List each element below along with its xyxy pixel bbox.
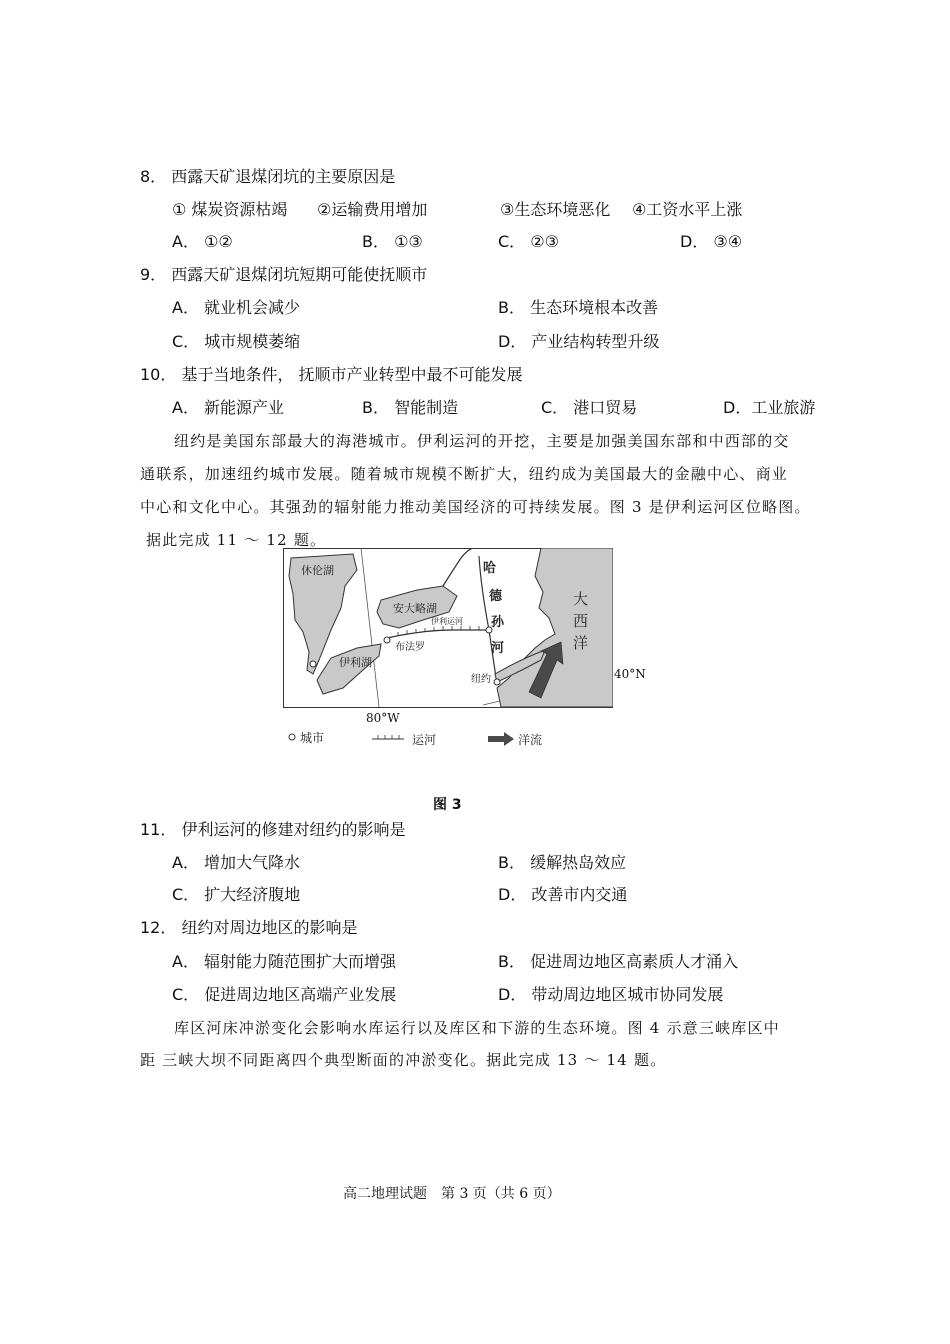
question-12-stem: 12． 纽约对周边地区的影响是 xyxy=(140,918,358,937)
q9-option-a[interactable]: A． 就业机会减少 xyxy=(172,298,301,317)
q9-option-b[interactable]: B． 生态环境根本改善 xyxy=(498,298,659,317)
label-hudson-2: 德 xyxy=(489,589,503,604)
figure-caption: 图 3 xyxy=(433,797,462,813)
q11-option-a[interactable]: A． 增加大气降水 xyxy=(172,853,301,872)
q12-option-d[interactable]: D． 带动周边地区城市协同发展 xyxy=(498,985,724,1004)
label-canal: 伊利运河 xyxy=(431,617,463,626)
label-40n: 40°N xyxy=(614,667,646,681)
label-hudson-1: 哈 xyxy=(483,561,497,576)
label-hudson-4: 河 xyxy=(491,641,505,656)
passage2-line-1: 库区河床冲淤变化会影响水库运行以及库区和下游的生态环境。图 4 示意三峡库区中 xyxy=(174,1019,780,1037)
label-erie: 伊利湖 xyxy=(339,656,372,669)
q8-item-3: ③生态环境恶化 xyxy=(500,200,611,219)
label-ontario: 安大略湖 xyxy=(393,602,437,615)
question-11-stem: 11． 伊利运河的修建对纽约的影响是 xyxy=(140,820,406,839)
q8-item-1: ① 煤炭资源枯竭 xyxy=(172,200,288,219)
city-dot-buffalo xyxy=(384,637,390,643)
q8-item-2: ②运输费用增加 xyxy=(317,200,428,219)
q8-option-d[interactable]: D． ③④ xyxy=(680,232,743,251)
question-8-stem: 8． 西露天矿退煤闭坑的主要原因是 xyxy=(140,167,396,186)
q10-option-b[interactable]: B． 智能制造 xyxy=(362,398,459,417)
city-dot-newyork xyxy=(494,679,500,685)
question-10-stem: 10． 基于当地条件， 抚顺市产业转型中最不可能发展 xyxy=(140,365,523,384)
legend-canal-label: 运河 xyxy=(412,733,437,747)
q8-option-a[interactable]: A． ①② xyxy=(172,232,233,251)
passage1-line-1: 纽约是美国东部最大的海港城市。伊利运河的开挖，主要是加强美国东部和中西部的交 xyxy=(174,432,790,450)
legend-current-label: 洋流 xyxy=(518,733,543,747)
q10-option-c[interactable]: C． 港口贸易 xyxy=(541,398,638,417)
legend-city-label: 城市 xyxy=(300,731,325,745)
label-newyork: 纽约 xyxy=(471,674,491,685)
map-svg xyxy=(283,548,613,708)
label-atlantic-1: 大 xyxy=(573,590,589,608)
q8-item-4: ④工资水平上涨 xyxy=(632,200,743,219)
q10-option-a[interactable]: A． 新能源产业 xyxy=(172,398,285,417)
q12-option-b[interactable]: B． 促进周边地区高素质人才涌入 xyxy=(498,952,739,971)
q10-option-d[interactable]: D．工业旅游 xyxy=(723,398,816,417)
page-footer: 高二地理试题 第 3 页（共 6 页） xyxy=(343,1186,561,1202)
q8-option-b[interactable]: B． ①③ xyxy=(362,232,423,251)
q12-option-c[interactable]: C． 促进周边地区高端产业发展 xyxy=(172,985,397,1004)
q11-option-d[interactable]: D． 改善市内交通 xyxy=(498,885,628,904)
label-atlantic-3: 洋 xyxy=(573,634,589,652)
label-atlantic-2: 西 xyxy=(573,612,589,630)
q12-option-a[interactable]: A． 辐射能力随范围扩大而增强 xyxy=(172,952,397,971)
q9-option-d[interactable]: D． 产业结构转型升级 xyxy=(498,332,660,351)
passage1-line-2: 通联系，加速纽约城市发展。随着城市规模不断扩大，纽约成为美国最大的金融中心、商业 xyxy=(140,465,789,483)
passage1-line-4: 据此完成 11 ～ 12 题。 xyxy=(146,531,327,549)
q9-option-c[interactable]: C． 城市规模萎缩 xyxy=(172,332,301,351)
passage2-line-2: 距 三峡大坝不同距离四个典型断面的冲淤变化。据此完成 13 ～ 14 题。 xyxy=(140,1051,667,1069)
q11-option-c[interactable]: C． 扩大经济腹地 xyxy=(172,885,301,904)
question-9-stem: 9． 西露天矿退煤闭坑短期可能使抚顺市 xyxy=(140,265,428,284)
label-80w: 80°W xyxy=(366,711,400,725)
q11-option-b[interactable]: B． 缓解热岛效应 xyxy=(498,853,627,872)
label-huron: 休伦湖 xyxy=(301,564,334,577)
q8-option-c[interactable]: C． ②③ xyxy=(498,232,559,251)
legend-svg xyxy=(288,728,568,750)
legend-current-icon xyxy=(488,732,514,746)
passage1-line-3: 中心和文化中心。其强劲的辐射能力推动美国经济的可持续发展。图 3 是伊利运河区位略图。 xyxy=(140,498,811,516)
label-hudson-3: 孙 xyxy=(491,615,505,630)
label-buffalo: 布法罗 xyxy=(395,642,425,653)
erie-canal-map xyxy=(283,548,613,708)
city-dot-detroit xyxy=(310,661,316,667)
legend-city-icon xyxy=(289,734,295,740)
map-legend xyxy=(288,728,568,750)
